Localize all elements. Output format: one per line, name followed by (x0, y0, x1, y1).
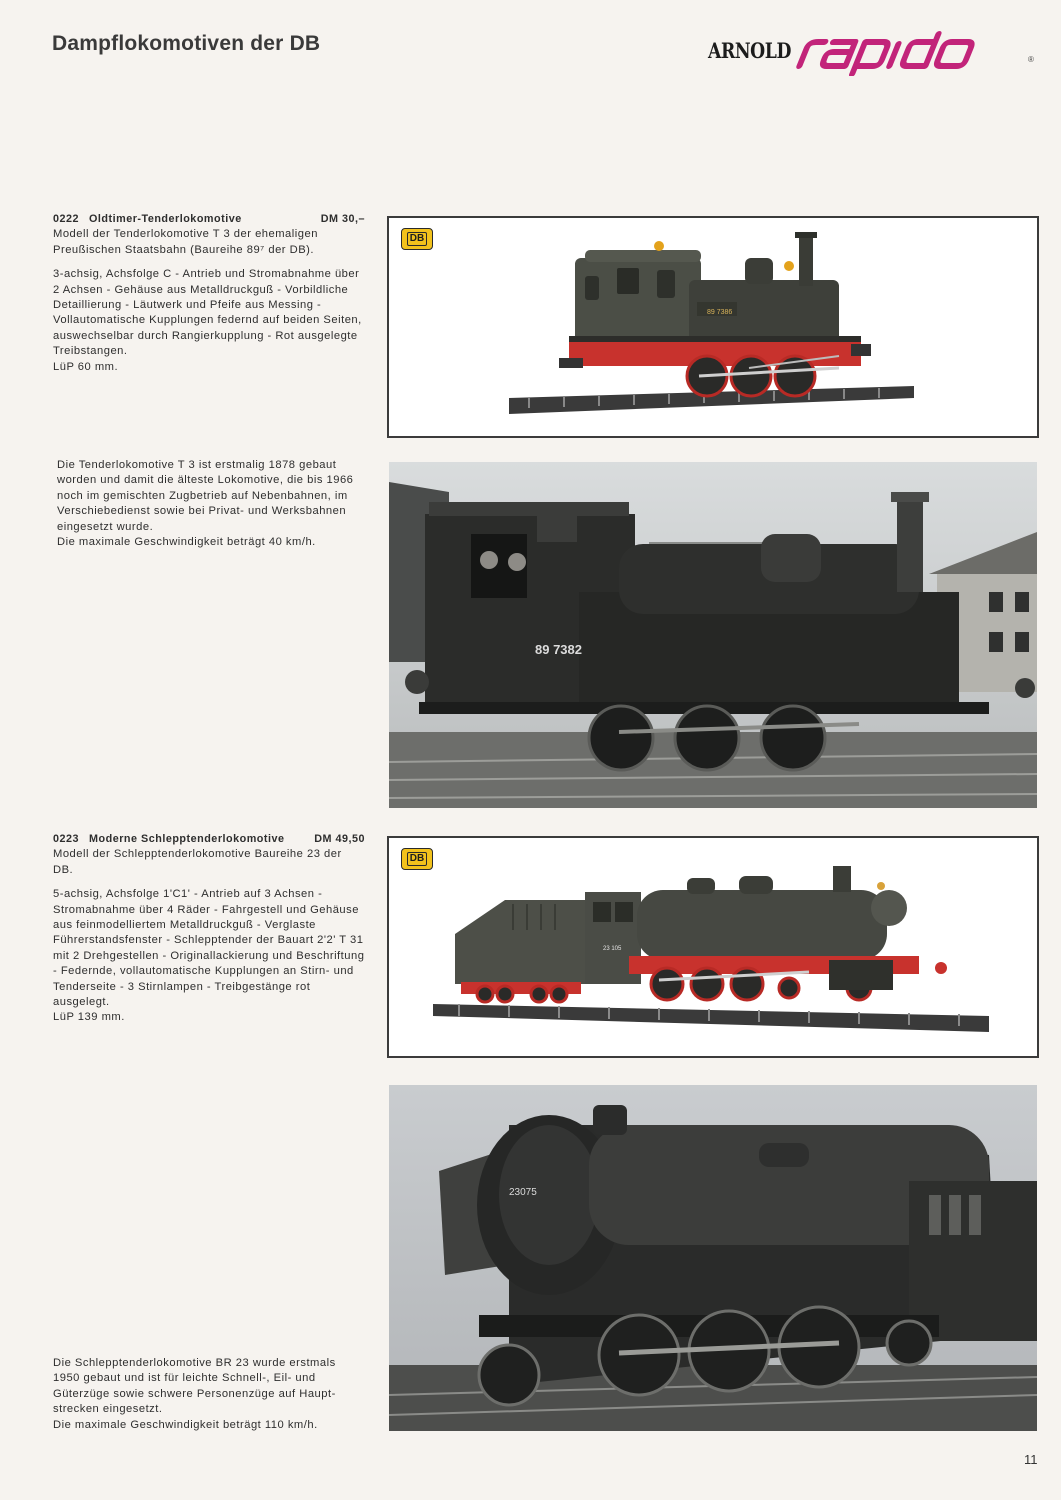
product-0222-number: 0222 (53, 213, 80, 225)
logo-arnold-text: ARNOLD (708, 38, 791, 63)
page-number: 11 (1024, 1452, 1038, 1467)
t3-model-locomotive-image (389, 218, 1037, 436)
product-0223-name: Moderne Schlepptenderlokomotive (89, 833, 285, 845)
product-0222-intro: Modell der Tenderlokomotive T 3 der ehemaligen Preußischen Staatsbahn (Baureihe 89⁷ der DB). (53, 228, 318, 256)
model-number-plate-0222: 89 7386 (707, 309, 733, 316)
historic-photo-br23 (389, 1085, 1037, 1431)
product-0223-intro: Modell der Schlepptenderlokomotive Baureihe 23 der DB. (53, 848, 342, 876)
product-0223-header (53, 832, 365, 847)
history-t3-description (57, 458, 367, 550)
product-0222-length: LüP 60 mm. (53, 360, 119, 373)
model-number-plate-0223: 23 105 (603, 946, 622, 952)
br23-model-locomotive-image (389, 838, 1037, 1056)
history-t3-text: Die Tenderlokomotive T 3 ist erstmalig 1878 gebaut worden und damit die älteste Lokomotive, die bis 1966 noch im gemischten Zugbetrieb auf Nebenbahnen, im Verschiebedienst sowie bei Privat- und Werksbahnen eingesetzt wurde. (57, 459, 354, 533)
product-0223-description (53, 832, 365, 1026)
product-0223-number: 0223 (53, 833, 80, 845)
product-0222-description (53, 212, 365, 375)
product-0222-details: 3-achsig, Achsfolge C - Antrieb und Stromabnahme über 2 Achsen - Gehäuse aus Metalldruckguß - Vorbildliche Detaillierung - Läutwerk und Pfeife aus Messing - Vollautomatische Kupplungen federnd auf beiden Seiten, auswechselbar durch Rangierkupplung - Rot ausgelegte Treibstangen. (53, 268, 362, 358)
product-0222-model-frame (387, 216, 1039, 438)
photo-number-23075: 23075 (509, 1187, 537, 1198)
product-0223-model-frame (387, 836, 1039, 1058)
product-0222-name: Oldtimer-Tenderlokomotive (89, 213, 242, 225)
product-0222-price: DM 30,– (320, 213, 365, 225)
arnold-rapido-logo (708, 30, 1038, 76)
db-logo-icon: DB (401, 848, 433, 870)
br23-historic-photo-image (389, 1085, 1037, 1431)
page-title: Dampflokomotiven der DB (52, 32, 321, 55)
product-0223-price: DM 49,50 (314, 833, 365, 845)
history-br23-description (53, 1356, 365, 1433)
history-t3-speed: Die maximale Geschwindigkeit beträgt 40 km/h. (57, 536, 316, 549)
registered-mark: ® (1028, 55, 1034, 64)
photo-number-89-7382: 89 7382 (535, 642, 582, 657)
product-0222-header (53, 212, 365, 227)
logo-rapido-wordmark (790, 30, 1040, 76)
historic-photo-t3 (389, 462, 1037, 808)
history-br23-speed: Die maximale Geschwindigkeit beträgt 110 km/h. (53, 1418, 318, 1431)
history-br23-text: Die Schlepptenderlokomotive BR 23 wurde erstmals 1950 gebaut und ist für leichte Schnell-, Eil- und Güterzüge sowie schwere Personenzüge auf Hauptstrecken eingesetzt. (53, 1357, 336, 1416)
t3-historic-photo-image (389, 462, 1037, 808)
db-logo-icon: DB (401, 228, 433, 250)
product-0223-details: 5-achsig, Achsfolge 1'C1' - Antrieb auf 3 Achsen - Stromabnahme über 4 Räder - Fahrgestell und Gehäuse aus feinmodelliertem Metalldruckguß - Verglaste Führerstandsfenster - Schlepptender der Bauart 2'2' T 31 mit 2 Drehgestellen - Originallackierung und Beschriftung - Federnde, vollautomatische Kupplungen an Stirn- und Tenderseite - 3 Stirnlampen - Treibgestänge rot ausgelegt. (53, 888, 365, 1009)
product-0223-length: LüP 139 mm. (53, 1011, 125, 1024)
